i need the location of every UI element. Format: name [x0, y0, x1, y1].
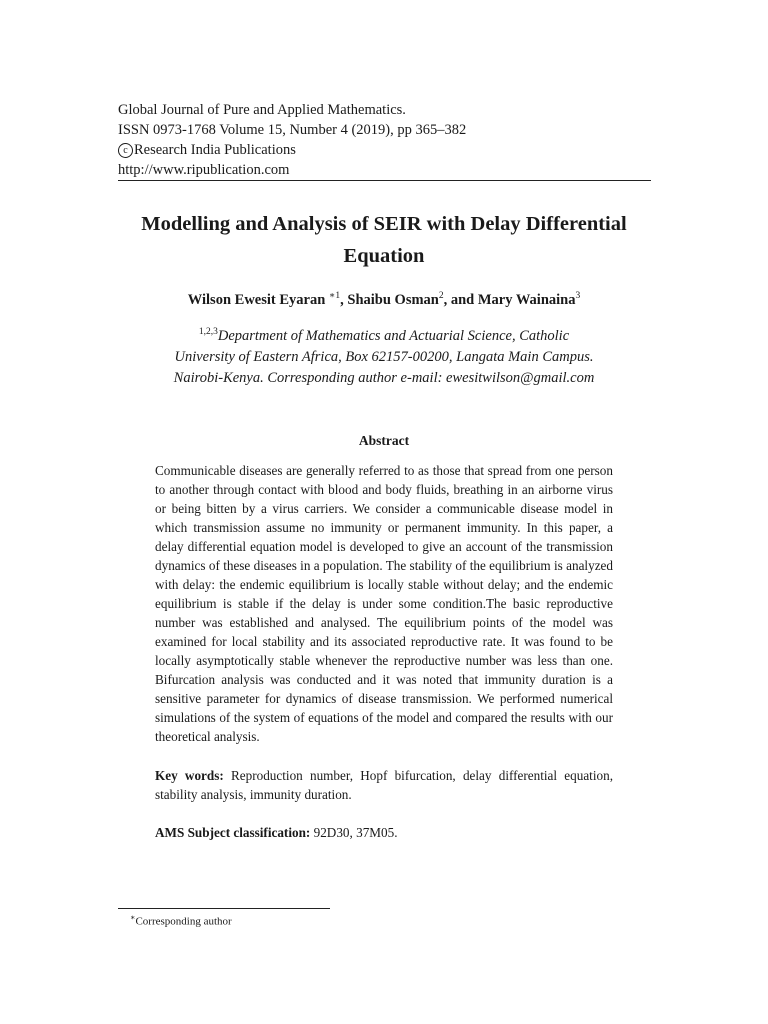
affiliation-line: Nairobi-Kenya. Corresponding author e-mail: ewesitwilson@gmail.com: [173, 369, 595, 386]
affiliation-line: University of Eastern Africa, Box 62157-00200, Langata Main Campus.: [174, 348, 594, 365]
author-list: [100, 286, 668, 310]
journal-header: [118, 100, 651, 180]
author-mark: 2: [438, 291, 444, 301]
author-name: Wilson Ewesit Eyaran: [187, 291, 326, 308]
title-line: Equation: [343, 245, 425, 267]
journal-publisher: [118, 140, 651, 160]
affiliation: [130, 322, 638, 389]
author-name: , Shaibu Osman: [340, 291, 439, 308]
journal-name: Global Journal of Pure and Applied Mathematics.: [118, 102, 406, 118]
footnote: [130, 911, 232, 929]
paper-title: [100, 208, 668, 272]
footnote-divider: [118, 908, 330, 909]
copyright-icon: c: [118, 143, 133, 158]
abstract-text: Communicable diseases are generally referred to as those that spread from one person to another through contact with blood and body fluids, breathing in an airborne virus or being bitten by a virus carriers. We consider a communicable disease model in which transmission assume no immunity or permanent immunity. In this paper, a delay differential equation model is developed to give an account of the transmission dynamics of these diseases in a population. The stability of the equilibrium is analyzed with delay: the endemic equilibrium is locally stable without delay; and the endemic equilibrium is stable if the delay is under some condition.The basic reproductive number was established and analysed. The equilibrium points of the model was examined for local stability and its associated reproductive rate. It was found to be locally asymptotically stable whenever the reproductive number was less than one. Bifurcation analysis was conducted and it was noted that immunity duration is a sensitive parameter for dynamics of disease transmission. We performed numerical simulations of the system of equations of the model and compared the results with our theoretical analysis.: [155, 463, 613, 744]
author-mark: 3: [575, 291, 581, 301]
ams-classification: [155, 823, 613, 842]
author-mark: ∗1: [328, 291, 341, 301]
abstract-heading: Abstract: [358, 433, 410, 448]
keywords-label: Key words:: [155, 768, 224, 783]
journal-url[interactable]: http://www.ripublication.com: [118, 162, 290, 178]
keywords-text: Reproduction number, Hopf bifurcation, delay differential equation, stability analysis, immunity duration.: [155, 768, 613, 802]
ams-label: AMS Subject classification:: [155, 825, 311, 840]
affiliation-mark: 1,2,3: [198, 327, 218, 337]
footnote-text: Corresponding author: [135, 915, 232, 928]
header-divider: [118, 180, 651, 181]
title-line: Modelling and Analysis of SEIR with Delay Differential: [141, 213, 627, 235]
footnote-mark: ∗: [130, 913, 136, 922]
journal-issn: ISSN 0973-1768 Volume 15, Number 4 (2019), pp 365–382: [118, 122, 467, 138]
author-name: , and Mary Wainaina: [443, 291, 576, 308]
keywords: [155, 766, 613, 804]
publisher-name: Research India Publications: [134, 142, 296, 158]
ams-text: 92D30, 37M05.: [310, 825, 398, 840]
affiliation-line: Department of Mathematics and Actuarial Science, Catholic: [217, 327, 570, 344]
